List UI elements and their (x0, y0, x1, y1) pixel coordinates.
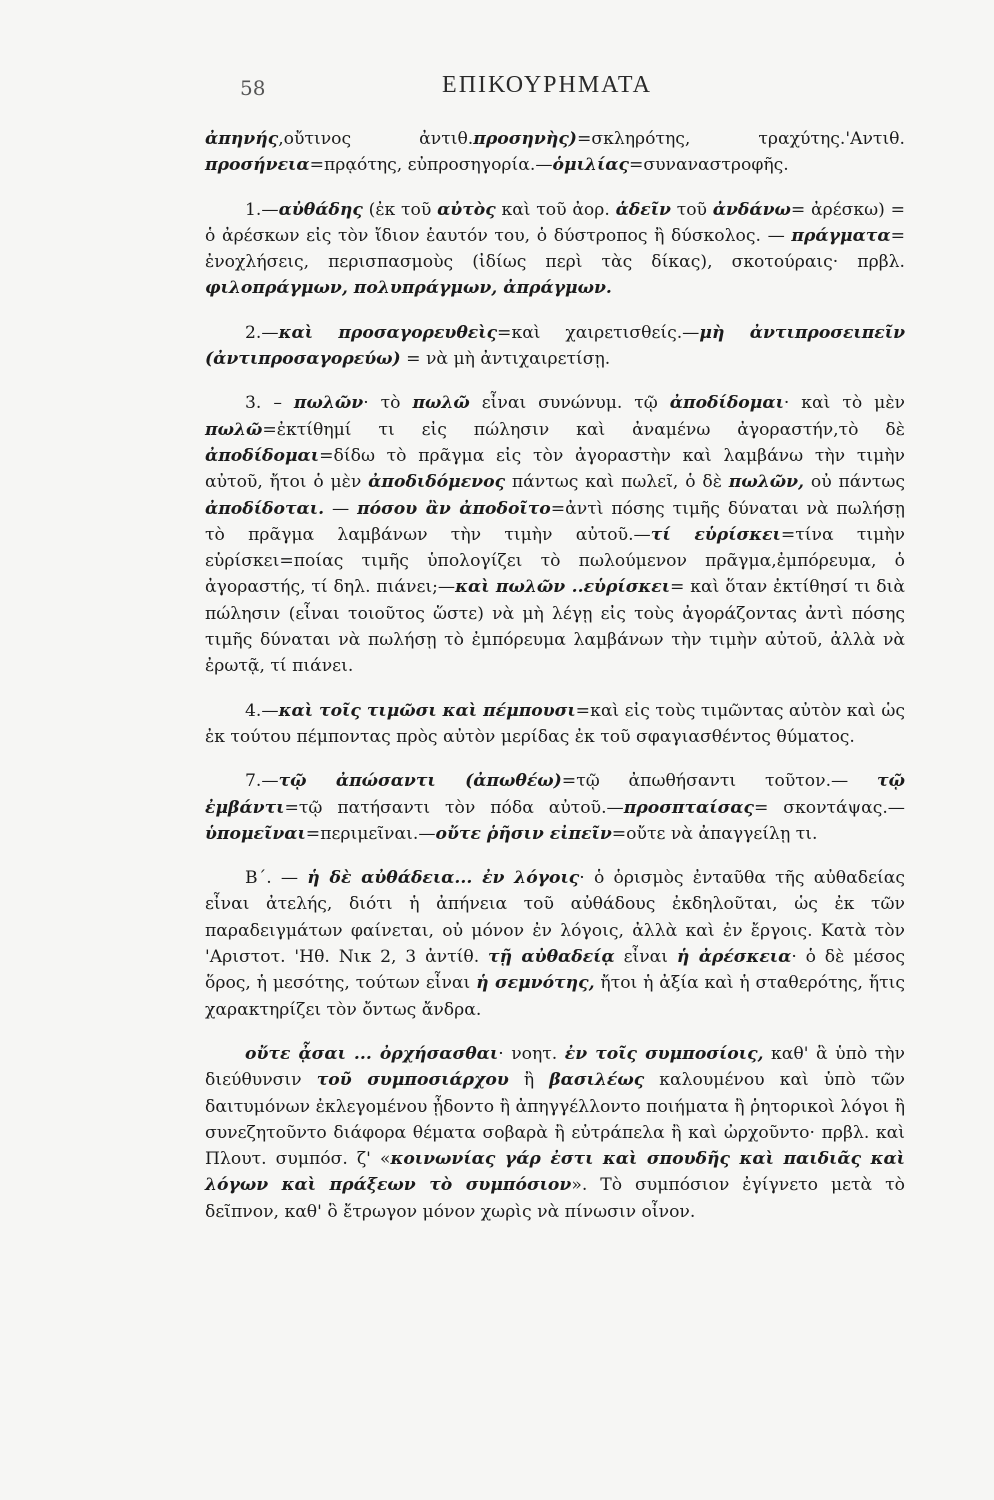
emphasized-text: πωλῶ (205, 419, 263, 440)
text-run: 4.— (245, 700, 279, 721)
text-run: τοῦ (670, 199, 713, 220)
emphasized-text: πωλῶ (412, 393, 470, 414)
text-run: = ἐνοχλήσεις, περισπασμοὺς (ἰδίως περὶ τὰς δίκας), σκοτούραις· πρβλ. (205, 225, 905, 273)
emphasized-text: ὁμιλίας (552, 155, 629, 176)
text-run: εἶναι συνώνυμ. τῷ (469, 393, 670, 414)
text-run: · τὸ (363, 393, 413, 414)
emphasized-text: ἐν τοῖς συμποσίοις, (564, 1043, 764, 1064)
text-run: εἶναι (614, 947, 677, 968)
text-run: = καὶ ὅταν ἐκτίθησί τι διὰ πώλησιν (εἶναι τοιοῦτος ὥστε) νὰ μὴ λέγῃ εἰς τοὺς ἀγοράζοντας ἀντὶ πόσης τιμῆς δύναται νὰ πωλήσῃ τὸ ἐμπόρευμα λαμβάνων τὴν τιμὴν αὐτοῦ, ἀλλὰ νὰ ἐρωτᾷ, τί πιάνει. (205, 577, 905, 677)
paragraph (205, 865, 905, 1023)
emphasized-text: καὶ πωλῶν ..εὑρίσκει (455, 577, 671, 598)
emphasized-text: προσηνὴς) (473, 129, 577, 149)
emphasized-text: αὐθάδης (278, 199, 363, 220)
text-run: =σκληρότης, τραχύτης.'Αντιθ. (576, 129, 905, 149)
emphasized-text: πωλῶν (293, 393, 364, 414)
text-run: 7.— (245, 771, 279, 792)
text-run: καὶ τοῦ ἀορ. (495, 199, 616, 220)
text-run: =τῷ πατήσαντι τὸν πόδα αὐτοῦ.— (284, 797, 624, 818)
text-run: =καὶ χαιρετισθείς.— (497, 322, 700, 343)
text-run: = σκοντάψας.— (753, 797, 905, 818)
emphasized-text: προσπταίσας (623, 797, 754, 818)
paragraph (205, 197, 905, 302)
running-title: ΕΠΙΚΟΥΡΗΜΑΤΑ (442, 72, 652, 98)
emphasized-text: καὶ τοῖς τιμῶσι καὶ πέμπουσι (278, 700, 576, 721)
text-run: =δίδω τὸ πρᾶγμα εἰς τὸν ἀγοραστὴν καὶ λαμβάνω τὴν τιμὴν αὐτοῦ, ἤτοι ὁ μὲν (205, 445, 905, 493)
text-run: πάντως καὶ πωλεῖ, ὁ δὲ (505, 472, 729, 493)
emphasized-text: ἡ ἀρέσκεια (676, 947, 792, 968)
text-run: · ὁ δὲ μέσος ὅρος, ἡ μεσότης, τούτων εἶναι (205, 947, 905, 994)
text-run: (ἐκ τοῦ (362, 199, 438, 220)
page-body (205, 126, 905, 1243)
page-header (205, 68, 889, 108)
emphasized-text: ἀνδάνω (712, 199, 791, 220)
text-run: καλουμένου καὶ ὑπὸ τῶν δαιτυμόνων ἐκλεγομένου ᾖδοντο ἢ ἀπηγγέλλοντο ποιήματα ἢ ῥητορικοὶ λόγοι ἢ συνεζητοῦντο διάφορα θέματα σοβαρὰ ἢ εὐτράπελα ἢ καὶ ὠρχοῦντο· πρβλ. καὶ Πλουτ. συμπόσ. ζ' « (205, 1070, 905, 1170)
text-run: ,οὔτινος ἀντιθ. (278, 129, 474, 149)
text-run: 3. – (245, 393, 294, 414)
text-run: = νὰ μὴ ἀντιχαιρετίσῃ. (400, 349, 611, 370)
emphasized-text: καὶ προσαγορευθεὶς (278, 322, 498, 343)
emphasized-text: ἀπηνής (205, 129, 279, 149)
text-run: · ὁ ὁρισμὸς ἐνταῦθα τῆς αὐθαδείας εἶναι ἀτελής, διότι ἡ ἀπήνεια τοῦ αὐθάδους ἐκδηλοῦται, ὡς ἐκ τῶν παραδειγμάτων φαίνεται, οὐ μόνον ἐν λόγοις, ἀλλὰ καὶ ἐν ἔργοις. Κατὰ τὸν 'Αριστοτ. 'Ηθ. Νικ 2, 3 ἀντίθ. (205, 868, 905, 968)
text-run: οὐ πάντως (804, 472, 905, 493)
emphasized-text: τί εὑρίσκει (650, 524, 781, 545)
paragraph (205, 768, 905, 847)
page-number: 58 (240, 76, 266, 100)
text-run: =συναναστροφῆς. (628, 155, 789, 176)
text-run: =πρᾳότης, εὐπροσηγορία.— (309, 155, 553, 176)
text-run: — (324, 498, 358, 519)
emphasized-text: ἀποδίδομαι (669, 393, 784, 414)
emphasized-text: ἀποδιδόμενος (368, 472, 506, 493)
emphasized-text: πράγματα (791, 225, 891, 246)
emphasized-text: βασιλέως (549, 1070, 645, 1091)
text-run: ». Τὸ συμπόσιον ἐγίγνετο μετὰ τὸ δεῖπνον, καθ' ὃ ἔτρωγον μόνον χωρὶς νὰ πίνωσιν οἶνον. (205, 1175, 905, 1222)
text-run: 1.— (245, 199, 279, 220)
emphasized-text: αὐτὸς (437, 199, 496, 220)
paragraph (205, 320, 905, 373)
emphasized-text: οὔτε ᾆσαι ... ὀρχήσασθαι (245, 1043, 499, 1064)
paragraph (205, 698, 905, 751)
paragraph (205, 126, 905, 179)
emphasized-text: Β΄. — (245, 868, 308, 889)
emphasized-text: τοῦ συμποσιάρχου (316, 1070, 509, 1091)
text-run: =ἐκτίθημί τι εἰς πώλησιν καὶ ἀναμένω ἀγοραστήν,τὸ δὲ (262, 419, 905, 440)
paragraph (205, 1041, 905, 1225)
text-run: ἤτοι ἡ ἀξία καὶ ἡ σταθερότης, ἥτις χαρακτηρίζει τὸν ὄντως ἄνδρα. (205, 973, 905, 1020)
text-run: = ἀρέσκω) = ὁ ἀρέσκων εἰς τὸν ἴδιον ἑαυτόν του, ὁ δύστροπος ἢ δύσκολος. — (205, 199, 905, 246)
text-run: =τῷ ἀπωθήσαντι τοῦτον.— (561, 771, 878, 792)
text-run: =ἀντὶ πόσης τιμῆς δύναται νὰ πωλήσῃ τὸ πρᾶγμα λαμβάνων τὴν τιμὴν αὐτοῦ.— (205, 498, 905, 545)
emphasized-text: οὔτε ῥῆσιν εἰπεῖν (435, 823, 612, 844)
text-run: · καὶ τὸ μὲν (783, 393, 906, 414)
emphasized-text: προσήνεια (205, 155, 310, 176)
emphasized-text: ἡ σεμνότης, (476, 973, 595, 994)
emphasized-text: μὴ ἀντιπροσειπεῖν (ἀντιπροσαγορεύω) (205, 322, 906, 370)
emphasized-text: ἀποδίδοται. (205, 498, 325, 519)
text-run: καθ' ἃ ὑπὸ τὴν διεύθυνσιν (205, 1043, 905, 1091)
emphasized-text: πωλῶν, (728, 472, 805, 493)
text-run: =οὔτε νὰ ἀπαγγείλῃ τι. (611, 823, 818, 844)
text-run: 2.— (245, 322, 279, 343)
emphasized-text: τῷ ἀπώσαντι (ἀπωθέω) (278, 771, 562, 792)
emphasized-text: ἡ δὲ αὐθάδεια... ἐν λόγοις (307, 868, 580, 889)
emphasized-text: πόσου ἂν ἀποδοῖτο (357, 498, 551, 519)
text-run: =καὶ εἰς τοὺς τιμῶντας αὐτὸν καὶ ὡς ἐκ τούτου πέμποντας πρὸς αὐτὸν μερίδας ἐκ τοῦ σφαγιασθέντος θύματος. (205, 700, 905, 747)
emphasized-text: ὑπομεῖναι (205, 823, 306, 844)
emphasized-text: ἁδεῖν (615, 199, 671, 220)
emphasized-text: τῇ αὐθαδείᾳ (488, 947, 615, 968)
emphasized-text: ἀποδίδομαι (205, 445, 320, 466)
text-run: ἢ (508, 1070, 550, 1091)
emphasized-text: κοινωνίας γάρ ἐστι καὶ σπουδῆς καὶ παιδιᾶς καὶ λόγων καὶ πράξεων τὸ συμπόσιον (205, 1149, 905, 1196)
emphasized-text: τῷ ἐμβάντι (205, 771, 905, 818)
text-run: =τίνα τιμὴν εὑρίσκει=ποίας τιμῆς ὑπολογίζει τὸ πωλούμενον πρᾶγμα,ἐμπόρευμα, ὁ ἀγοραστής, τί δηλ. πιάνει;— (205, 524, 905, 598)
paragraph (205, 390, 905, 679)
emphasized-text: φιλοπράγμων, πολυπράγμων, ἀπράγμων. (205, 278, 612, 299)
text-run: =περιμεῖναι.— (305, 823, 436, 844)
text-run: · νοητ. (498, 1043, 565, 1064)
